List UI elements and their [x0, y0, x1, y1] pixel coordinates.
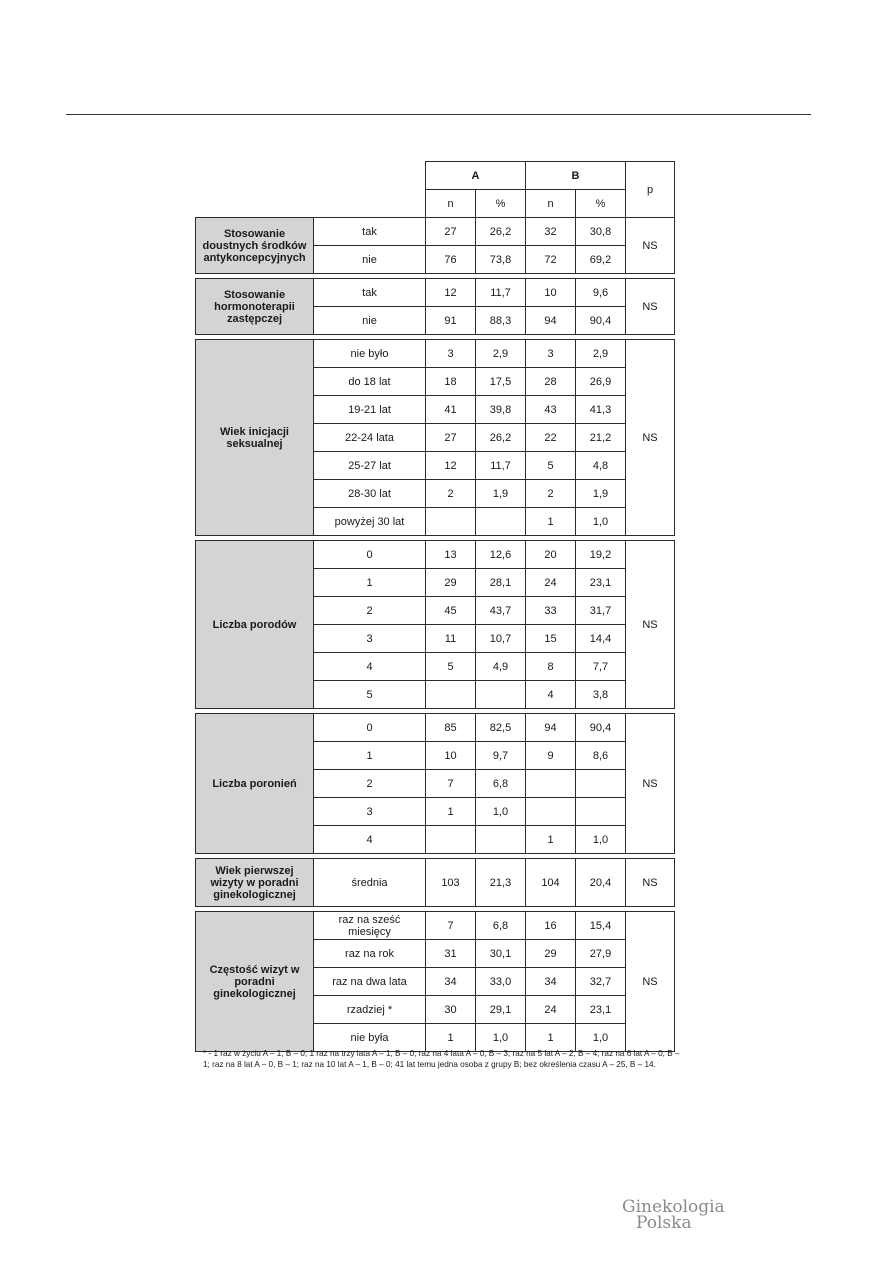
row-label: rzadziej *	[314, 996, 426, 1024]
cell-b-pct: 30,8	[576, 218, 626, 246]
cell-a-n	[426, 826, 476, 854]
cell-b-pct: 90,4	[576, 307, 626, 335]
row-label: 22-24 lata	[314, 424, 426, 452]
cell-b-pct: 20,4	[576, 859, 626, 907]
cell-a-pct: 1,9	[476, 480, 526, 508]
row-label: 2	[314, 597, 426, 625]
cell-a-n: 34	[426, 968, 476, 996]
cell-b-n: 43	[526, 396, 576, 424]
cell-a-n: 12	[426, 279, 476, 307]
row-label: nie	[314, 246, 426, 274]
cell-b-n: 24	[526, 569, 576, 597]
cell-b-n: 1	[526, 826, 576, 854]
cell-b-pct: 15,4	[576, 912, 626, 940]
cell-b-pct: 41,3	[576, 396, 626, 424]
cell-b-pct: 3,8	[576, 681, 626, 709]
cell-a-n: 27	[426, 424, 476, 452]
cell-a-pct: 11,7	[476, 279, 526, 307]
cell-b-n: 8	[526, 653, 576, 681]
cell-a-pct: 33,0	[476, 968, 526, 996]
cell-b-n: 15	[526, 625, 576, 653]
row-label: raz na sześć miesięcy	[314, 912, 426, 940]
cell-b-n: 22	[526, 424, 576, 452]
p-value: NS	[626, 340, 675, 536]
cell-a-pct: 82,5	[476, 714, 526, 742]
cell-b-n: 1	[526, 508, 576, 536]
cell-b-pct: 2,9	[576, 340, 626, 368]
cell-b-n: 33	[526, 597, 576, 625]
table-row	[196, 279, 675, 307]
row-label: nie była	[314, 1024, 426, 1052]
cell-b-pct: 32,7	[576, 968, 626, 996]
header-blank	[196, 162, 426, 190]
row-label: powyżej 30 lat	[314, 508, 426, 536]
cell-b-pct: 1,0	[576, 1024, 626, 1052]
cell-a-n: 29	[426, 569, 476, 597]
row-label: 1	[314, 742, 426, 770]
results-table	[195, 161, 675, 1052]
cell-b-pct: 1,9	[576, 480, 626, 508]
cell-a-pct: 11,7	[476, 452, 526, 480]
table-row	[196, 912, 675, 940]
row-label: 25-27 lat	[314, 452, 426, 480]
cell-b-n: 20	[526, 541, 576, 569]
row-label: 19-21 lat	[314, 396, 426, 424]
cell-a-n: 103	[426, 859, 476, 907]
cell-a-n: 18	[426, 368, 476, 396]
cell-b-pct: 26,9	[576, 368, 626, 396]
row-label: do 18 lat	[314, 368, 426, 396]
cell-b-pct: 14,4	[576, 625, 626, 653]
category-label: Liczba poronień	[196, 714, 314, 854]
cell-b-pct: 7,7	[576, 653, 626, 681]
cell-a-pct: 2,9	[476, 340, 526, 368]
p-value: NS	[626, 912, 675, 1052]
cell-b-n: 3	[526, 340, 576, 368]
header-group-b: B	[526, 162, 626, 190]
cell-a-pct: 29,1	[476, 996, 526, 1024]
cell-a-pct: 4,9	[476, 653, 526, 681]
cell-b-pct: 1,0	[576, 826, 626, 854]
row-label: raz na rok	[314, 940, 426, 968]
cell-a-pct: 10,7	[476, 625, 526, 653]
journal-logo	[622, 1199, 752, 1231]
cell-a-n: 10	[426, 742, 476, 770]
cell-a-n: 45	[426, 597, 476, 625]
table-row	[196, 541, 675, 569]
cell-a-pct: 6,8	[476, 912, 526, 940]
cell-a-n	[426, 681, 476, 709]
row-label: raz na dwa lata	[314, 968, 426, 996]
header-a-n: n	[426, 190, 476, 218]
row-label: 1	[314, 569, 426, 597]
cell-a-pct: 28,1	[476, 569, 526, 597]
row-label: tak	[314, 279, 426, 307]
cell-a-n: 3	[426, 340, 476, 368]
row-label: nie	[314, 307, 426, 335]
row-label: 28-30 lat	[314, 480, 426, 508]
cell-a-n: 7	[426, 770, 476, 798]
cell-b-pct: 1,0	[576, 508, 626, 536]
p-value: NS	[626, 218, 675, 274]
row-label: nie było	[314, 340, 426, 368]
p-value: NS	[626, 279, 675, 335]
cell-a-n: 5	[426, 653, 476, 681]
row-label: 4	[314, 653, 426, 681]
p-value: NS	[626, 714, 675, 854]
category-label: Wiek pierwszej wizyty w poradni ginekologicznej	[196, 859, 314, 907]
cell-a-n: 7	[426, 912, 476, 940]
row-label: średnia	[314, 859, 426, 907]
cell-a-pct	[476, 681, 526, 709]
cell-b-pct: 21,2	[576, 424, 626, 452]
cell-a-n: 2	[426, 480, 476, 508]
cell-b-pct: 8,6	[576, 742, 626, 770]
category-label: Wiek inicjacji seksualnej	[196, 340, 314, 536]
table-row	[196, 714, 675, 742]
cell-b-n: 94	[526, 714, 576, 742]
cell-b-pct: 4,8	[576, 452, 626, 480]
cell-a-n: 41	[426, 396, 476, 424]
cell-a-pct: 6,8	[476, 770, 526, 798]
cell-b-n: 24	[526, 996, 576, 1024]
category-label: Liczba porodów	[196, 541, 314, 709]
cell-b-n: 10	[526, 279, 576, 307]
p-value: NS	[626, 541, 675, 709]
cell-a-pct: 26,2	[476, 218, 526, 246]
cell-b-pct: 23,1	[576, 569, 626, 597]
logo-line-2: Polska	[636, 1213, 692, 1233]
cell-a-n: 76	[426, 246, 476, 274]
cell-b-pct: 19,2	[576, 541, 626, 569]
row-label: 4	[314, 826, 426, 854]
header-a-pct: %	[476, 190, 526, 218]
cell-a-pct: 39,8	[476, 396, 526, 424]
cell-a-n: 11	[426, 625, 476, 653]
cell-b-n: 72	[526, 246, 576, 274]
header-group-a: A	[426, 162, 526, 190]
p-value: NS	[626, 859, 675, 907]
cell-a-pct: 9,7	[476, 742, 526, 770]
cell-a-pct: 88,3	[476, 307, 526, 335]
table-row	[196, 218, 675, 246]
cell-a-n: 85	[426, 714, 476, 742]
cell-a-pct: 1,0	[476, 798, 526, 826]
cell-a-pct: 17,5	[476, 368, 526, 396]
cell-a-pct	[476, 508, 526, 536]
row-label: 3	[314, 798, 426, 826]
cell-b-n: 5	[526, 452, 576, 480]
cell-b-pct: 27,9	[576, 940, 626, 968]
cell-a-n: 13	[426, 541, 476, 569]
header-row-subcols	[196, 190, 675, 218]
cell-a-n: 12	[426, 452, 476, 480]
header-b-pct: %	[576, 190, 626, 218]
cell-a-n: 1	[426, 1024, 476, 1052]
cell-b-pct: 9,6	[576, 279, 626, 307]
cell-b-n: 104	[526, 859, 576, 907]
logo-line-1: Ginekologia	[622, 1197, 725, 1217]
cell-b-pct: 90,4	[576, 714, 626, 742]
table-row	[196, 859, 675, 907]
category-label: Stosowanie doustnych środków antykoncepcyjnych	[196, 218, 314, 274]
row-label: 5	[314, 681, 426, 709]
cell-b-pct: 23,1	[576, 996, 626, 1024]
cell-a-n: 91	[426, 307, 476, 335]
cell-a-pct: 21,3	[476, 859, 526, 907]
table-footnote: * - 1 raz w życiu A – 1, B – 0; 1 raz na trzy lata A – 1, B – 0; raz na 4 lata A – 0, B – 3; raz na 5 lat A – 2, B – 4; raz na 6 lat A – 0, B – 1; raz na 8 lat A – 0, B – 1; raz na 10 lat A – 1, B – 0; 41 lat temu jedna osoba z grupy B; bez określenia czasu A – 25, B – 14.	[203, 1049, 680, 1069]
cell-b-n: 2	[526, 480, 576, 508]
cell-a-n	[426, 508, 476, 536]
cell-b-n: 29	[526, 940, 576, 968]
cell-b-n: 94	[526, 307, 576, 335]
cell-a-n: 27	[426, 218, 476, 246]
header-p: p	[626, 162, 675, 218]
cell-b-pct: 69,2	[576, 246, 626, 274]
cell-b-n: 9	[526, 742, 576, 770]
top-rule	[66, 114, 811, 115]
header-blank	[196, 190, 426, 218]
cell-a-pct: 12,6	[476, 541, 526, 569]
header-b-n: n	[526, 190, 576, 218]
cell-a-pct: 26,2	[476, 424, 526, 452]
row-label: tak	[314, 218, 426, 246]
row-label: 0	[314, 541, 426, 569]
category-label: Częstość wizyt w poradni ginekologicznej	[196, 912, 314, 1052]
cell-b-n: 34	[526, 968, 576, 996]
cell-b-n: 32	[526, 218, 576, 246]
cell-a-pct: 43,7	[476, 597, 526, 625]
cell-a-n: 1	[426, 798, 476, 826]
category-label: Stosowanie hormonoterapii zastępczej	[196, 279, 314, 335]
row-label: 3	[314, 625, 426, 653]
cell-a-pct: 1,0	[476, 1024, 526, 1052]
cell-b-pct	[576, 770, 626, 798]
cell-b-n: 1	[526, 1024, 576, 1052]
cell-a-n: 30	[426, 996, 476, 1024]
header-row-groups	[196, 162, 675, 190]
cell-a-pct: 30,1	[476, 940, 526, 968]
row-label: 2	[314, 770, 426, 798]
cell-a-pct	[476, 826, 526, 854]
cell-a-pct: 73,8	[476, 246, 526, 274]
cell-b-pct: 31,7	[576, 597, 626, 625]
cell-b-n: 16	[526, 912, 576, 940]
table-row	[196, 340, 675, 368]
cell-b-n: 28	[526, 368, 576, 396]
cell-b-n: 4	[526, 681, 576, 709]
cell-b-n	[526, 798, 576, 826]
cell-b-pct	[576, 798, 626, 826]
cell-b-n	[526, 770, 576, 798]
cell-a-n: 31	[426, 940, 476, 968]
row-label: 0	[314, 714, 426, 742]
